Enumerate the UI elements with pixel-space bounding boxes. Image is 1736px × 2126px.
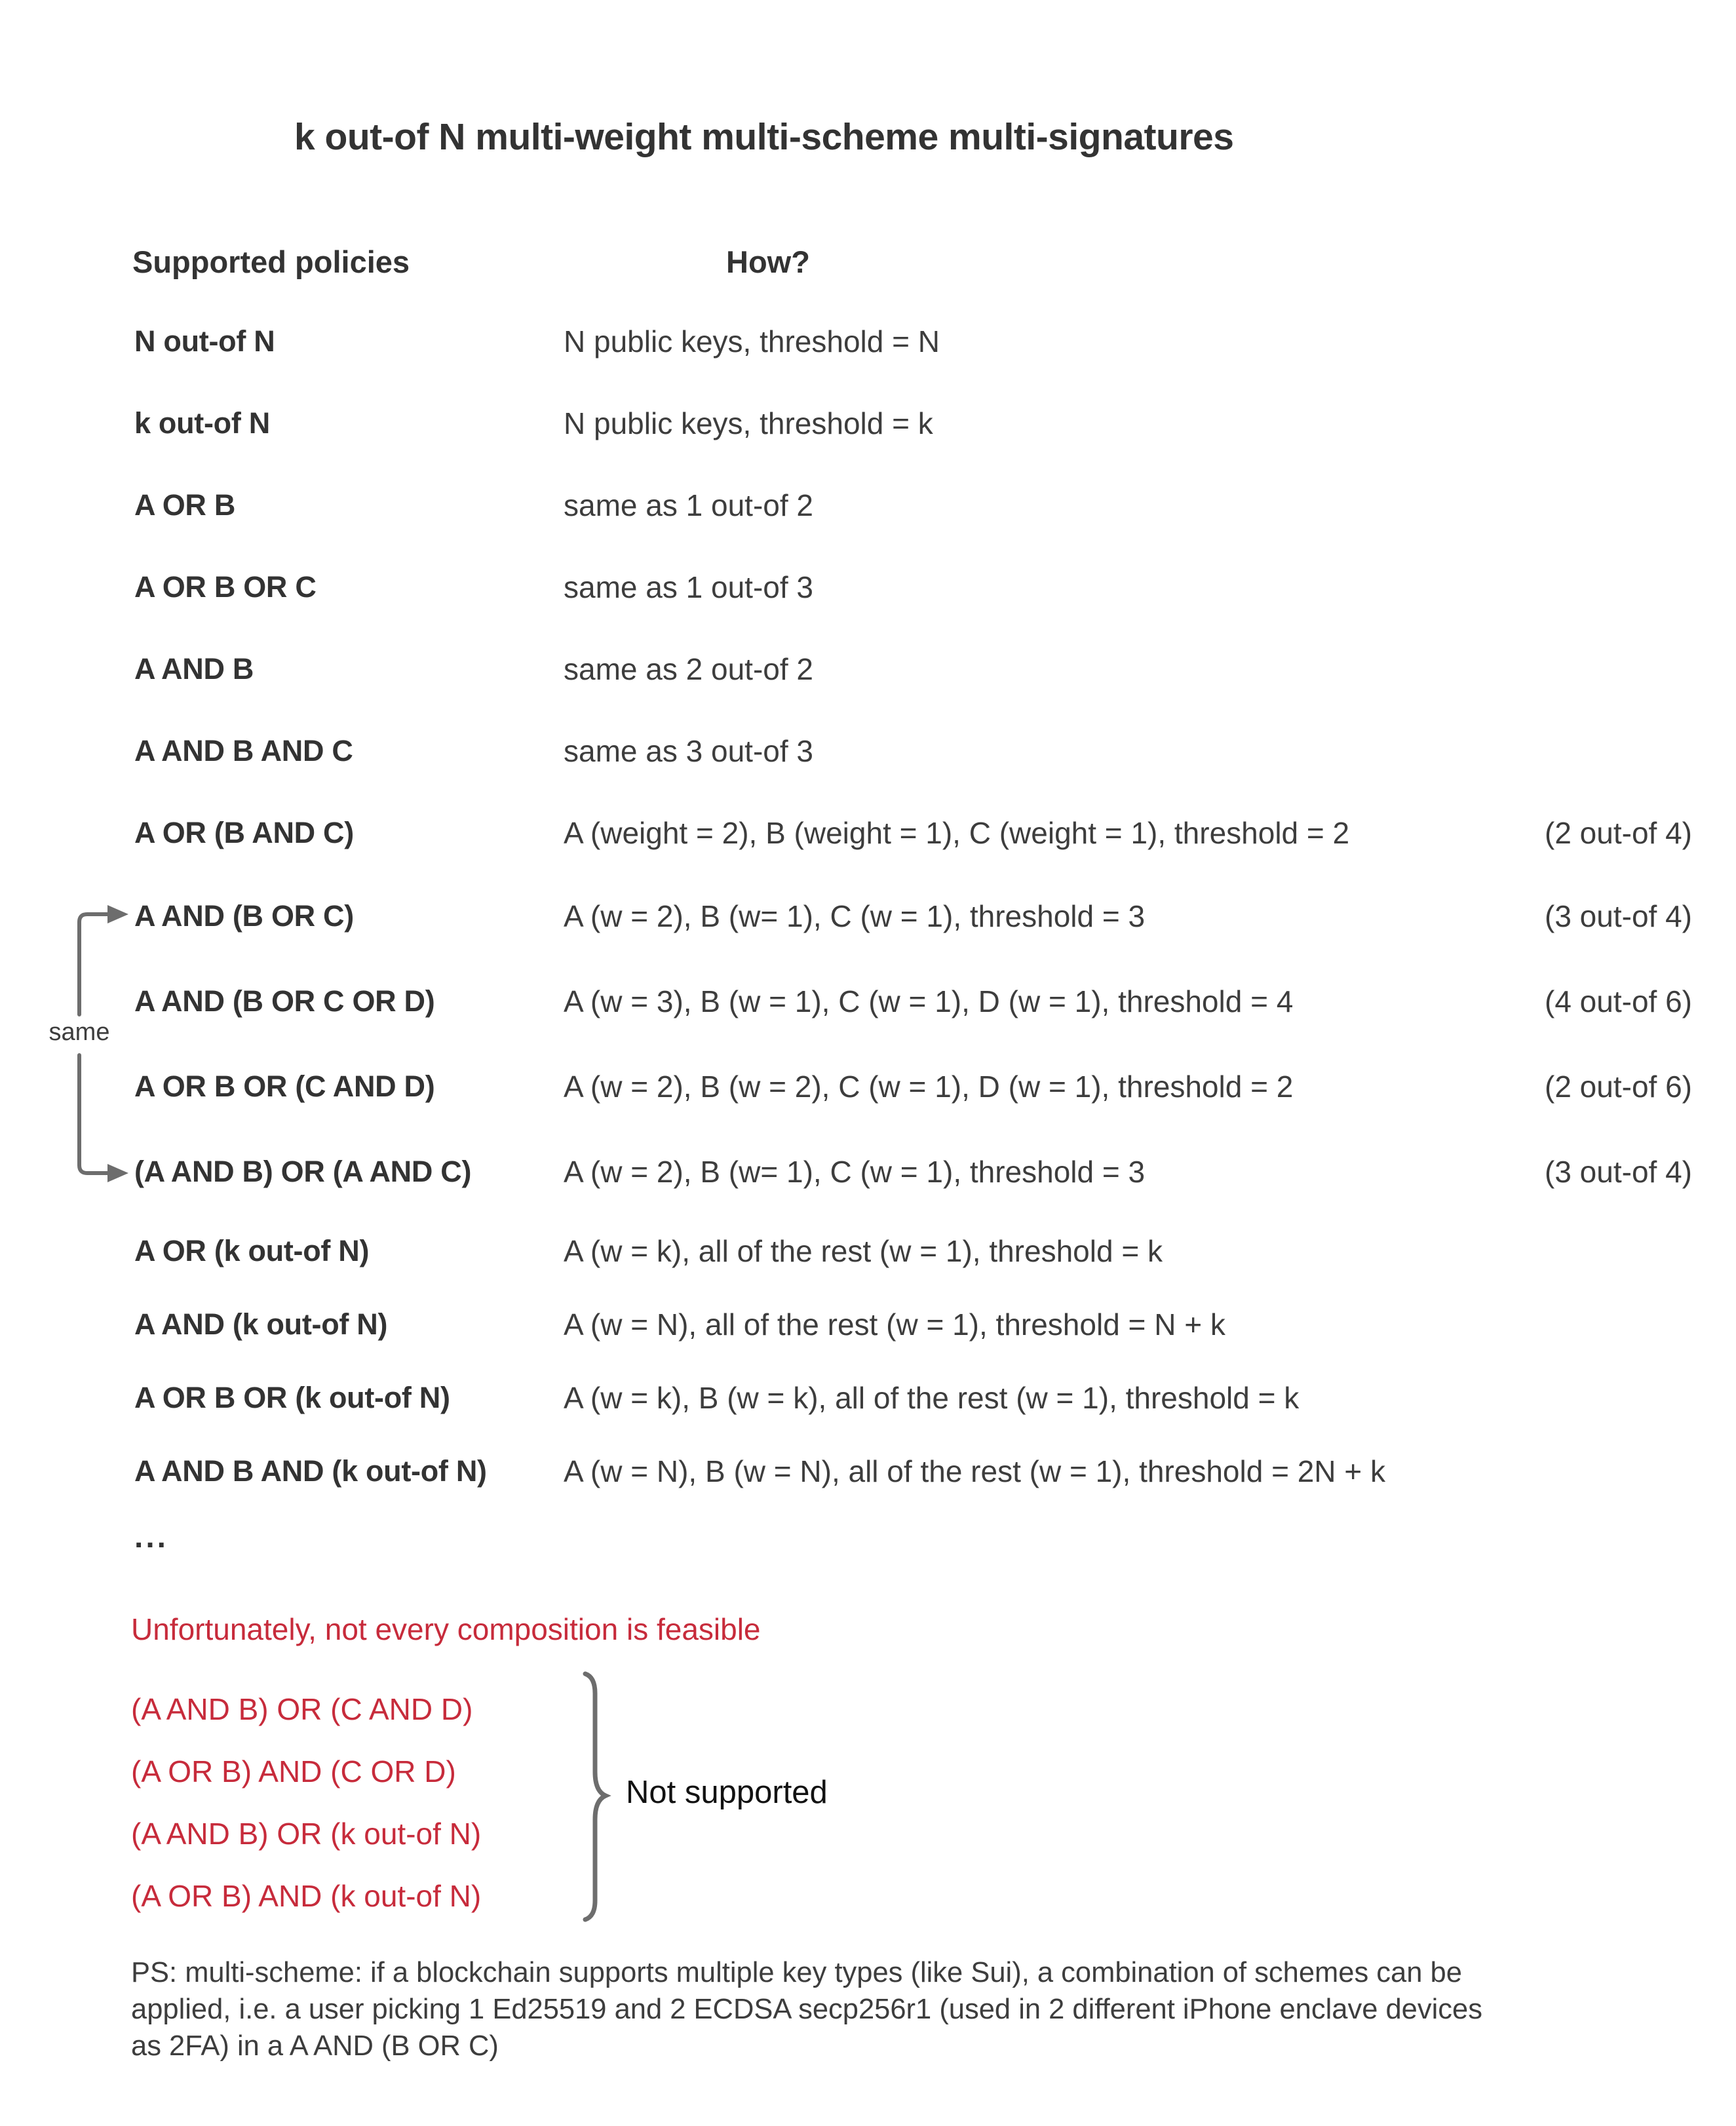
policy-cell: A OR B OR (k out-of N) (134, 1381, 450, 1414)
policy-cell: A AND (B OR C OR D) (134, 984, 435, 1018)
how-cell: same as 2 out-of 2 (564, 651, 813, 686)
how-cell: N public keys, threshold = N (564, 324, 940, 358)
policy-cell: A AND (B OR C) (134, 899, 354, 933)
how-cell: A (w = 2), B (w = 2), C (w = 1), D (w = 1), threshold = 2 (564, 1070, 1294, 1104)
policy-cell: A OR B (134, 488, 236, 522)
how-cell: same as 3 out-of 3 (564, 733, 813, 768)
same-label: same (38, 1018, 121, 1047)
not-supported-brace-icon (585, 1674, 606, 1920)
table-row (0, 710, 1736, 792)
not-supported-policy: (A OR B) AND (k out-of N) (131, 1878, 482, 1913)
table-row (0, 959, 1736, 1044)
policy-cell: A OR B OR (C AND D) (134, 1070, 435, 1103)
table-row (0, 1361, 1736, 1435)
ps-note (131, 1954, 1482, 2064)
ellipsis: ... (134, 1520, 169, 1555)
infeasible-heading: Unfortunately, not every composition is feasible (131, 1612, 761, 1646)
table-row (0, 628, 1736, 710)
out-of-note: (3 out-of 4) (1545, 899, 1692, 933)
how-cell: N public keys, threshold = k (564, 406, 933, 440)
not-supported-policy: (A AND B) OR (C AND D) (131, 1691, 473, 1726)
page-title: k out-of N multi-weight multi-scheme multi-signatures (294, 116, 1234, 158)
how-cell: same as 1 out-of 2 (564, 488, 813, 522)
how-cell: A (w = k), all of the rest (w = 1), threshold = k (564, 1234, 1163, 1268)
how-cell: A (w = N), B (w = N), all of the rest (w = 1), threshold = 2N + k (564, 1454, 1385, 1488)
table-row (0, 546, 1736, 628)
policy-cell: A OR (k out-of N) (134, 1234, 370, 1267)
how-cell: A (weight = 2), B (weight = 1), C (weight = 1), threshold = 2 (564, 815, 1350, 850)
policy-cell: A OR B OR C (134, 570, 317, 604)
not-supported-policy: (A OR B) AND (C OR D) (131, 1754, 456, 1788)
column-header-supported-policies: Supported policies (132, 244, 410, 279)
how-cell: A (w = k), B (w = k), all of the rest (w = 1), threshold = k (564, 1381, 1300, 1415)
table-row (0, 1129, 1736, 1214)
policy-cell: N out-of N (134, 324, 275, 358)
table-row (0, 300, 1736, 382)
policy-cell: A AND B AND C (134, 733, 353, 767)
how-cell: A (w = 2), B (w= 1), C (w = 1), threshold = 3 (564, 899, 1146, 933)
ps-note-line: applied, i.e. a user picking 1 Ed25519 and 2 ECDSA secp256r1 (used in 2 different iPhone enclave devices (131, 1994, 1482, 2025)
table-row (0, 792, 1736, 874)
policy-cell: k out-of N (134, 406, 270, 440)
table-row (0, 382, 1736, 464)
policy-table (0, 300, 1736, 1508)
how-cell: same as 1 out-of 3 (564, 570, 813, 604)
policy-cell: A AND B (134, 651, 254, 686)
table-row (0, 1044, 1736, 1129)
not-supported-label: Not supported (626, 1775, 828, 1810)
how-cell: A (w = 2), B (w= 1), C (w = 1), threshold = 3 (564, 1155, 1146, 1189)
policy-cell: A AND (k out-of N) (134, 1307, 388, 1341)
ps-note-line: as 2FA) in a A AND (B OR C) (131, 2030, 499, 2062)
table-row (0, 1288, 1736, 1361)
out-of-note: (2 out-of 4) (1545, 815, 1692, 850)
table-row (0, 1435, 1736, 1508)
policy-cell: (A AND B) OR (A AND C) (134, 1155, 472, 1188)
policy-cell: A AND B AND (k out-of N) (134, 1454, 487, 1488)
ps-note-line: PS: multi-scheme: if a blockchain supports multiple key types (like Sui), a combination of schemes can be (131, 1957, 1462, 1988)
how-cell: A (w = N), all of the rest (w = 1), threshold = N + k (564, 1307, 1225, 1342)
column-header-how: How? (726, 244, 810, 279)
out-of-note: (2 out-of 6) (1545, 1070, 1692, 1104)
not-supported-policy: (A AND B) OR (k out-of N) (131, 1816, 482, 1851)
out-of-note: (4 out-of 6) (1545, 984, 1692, 1018)
how-cell: A (w = 3), B (w = 1), C (w = 1), D (w = 1), threshold = 4 (564, 984, 1294, 1018)
table-row (0, 874, 1736, 959)
table-row (0, 1214, 1736, 1288)
policy-cell: A OR (B AND C) (134, 815, 354, 849)
infeasible-list (131, 1678, 481, 1927)
out-of-note: (3 out-of 4) (1545, 1155, 1692, 1189)
table-row (0, 464, 1736, 546)
